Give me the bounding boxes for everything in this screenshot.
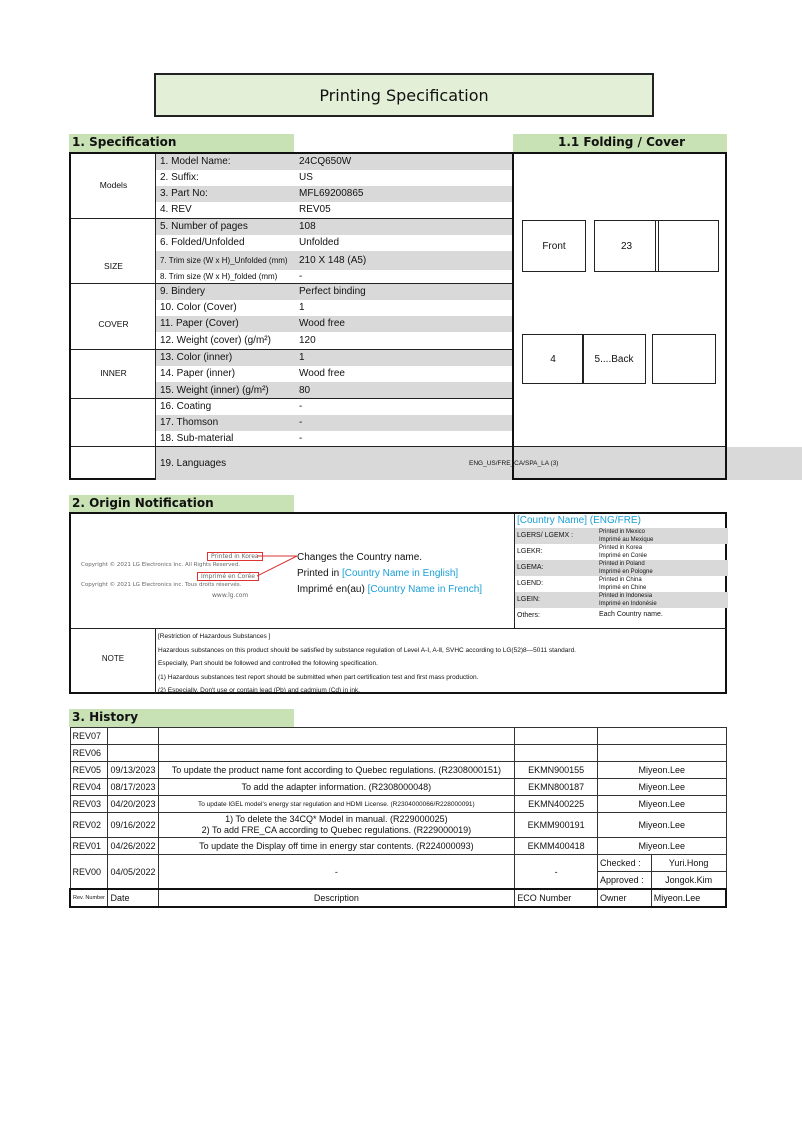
divider <box>71 349 514 350</box>
divider <box>71 218 514 219</box>
origin-notes: Changes the Country name. Printed in [Country Name in English] Imprimé en(au) [Country Name in French] <box>297 552 483 595</box>
back-left-box: 4 <box>522 334 584 384</box>
front-cover-box: Front <box>522 220 586 272</box>
spec-row: 3. Part No: MFL69200865 <box>156 186 514 202</box>
page-title: Printing Specification <box>154 73 654 117</box>
spec-row: 6. Folded/Unfolded Unfolded <box>160 237 340 248</box>
origin-table <box>69 512 727 694</box>
country-row: LGEND: Printed in China Imprimé en Chine <box>517 577 647 591</box>
spec-heading: 1. Specification <box>69 134 294 152</box>
note-label: NOTE <box>101 654 125 663</box>
spec-row: 4. REV REV05 <box>160 204 331 215</box>
blank-box <box>652 334 716 384</box>
spec-row: 18. Sub-material - <box>160 433 303 444</box>
spec-row: 7. Trim size (W x H)_Unfolded (mm) 210 X 148 (A5) <box>156 251 514 270</box>
spec-row: 15. Weight (inner) (g/m²) 80 <box>156 382 514 399</box>
spec-row: 16. Coating - <box>160 401 303 412</box>
table-row: Approved : Jongok.Kim <box>70 872 726 890</box>
back-right-box: 5....Back <box>582 334 646 384</box>
history-table <box>69 727 727 908</box>
table-row: REV06 <box>70 745 726 762</box>
note-text: [Restriction of Hazardous Substances ] Hazardous substances on this product should be satisfied by substance regulation of Level A-Ⅰ, A-Ⅱ, SVHC according to LG(52)8—5011 standard. Especially, Part should be followed and controlled the following specification. (1) Hazardous substances test report should be submitted when part certification test and first mass production. (2) Especially, Don't use or contain lead (Pb) and cadmium (Cd) in ink. <box>158 633 576 694</box>
divider <box>71 398 514 399</box>
history-heading: 3. History <box>69 709 294 727</box>
table-footer-row: Rev. Number Date Description ECO Number Owner Miyeon.Lee <box>70 889 726 907</box>
spec-row: 8. Trim size (W x H)_folded (mm) - <box>160 271 303 282</box>
group-size: SIZE <box>104 261 123 271</box>
divider <box>71 628 727 629</box>
table-row: REV02 09/16/2022 1) To delete the 34CQ* Model in manual. (R229000025) 2) To add FRE_CA according to Quebec regulations. (R229000019) EKMM900191 Miyeon.Lee <box>70 813 726 838</box>
group-cover: COVER <box>98 319 129 329</box>
spec-row: 2. Suffix: US <box>160 172 313 183</box>
spec-row: 13. Color (inner) 1 <box>156 350 514 366</box>
spec-row: 11. Paper (Cover) Wood free <box>156 316 514 332</box>
front-page-box: 23 <box>594 220 659 272</box>
spec-row: 10. Color (Cover) 1 <box>160 302 305 313</box>
origin-heading: 2. Origin Notification <box>69 495 294 513</box>
table-row: REV01 04/26/2022 To update the Display off time in energy star contents. (R224000093) EKMM400418 Miyeon.Lee <box>70 838 726 855</box>
blank-box <box>655 220 719 272</box>
country-row: LGERS/ LGEMX : Printed in Mexico Imprimé au Mexique <box>515 528 728 544</box>
folding-panel <box>512 152 727 480</box>
divider <box>155 154 156 480</box>
folding-heading: 1.1 Folding / Cover <box>513 134 727 152</box>
divider <box>155 628 156 694</box>
languages-row: 19. Languages ENG_US/FRE_CA/SPA_LA (3) <box>156 447 802 480</box>
group-models: Models <box>99 180 128 190</box>
spec-row: 12. Weight (cover) (g/m²) 120 <box>160 335 316 346</box>
table-row: REV05 09/13/2023 To update the product name font according to Quebec regulations. (R2308000151) EKMN900155 Miyeon.Lee <box>70 762 726 779</box>
country-row: Others: Each Country name. <box>517 611 663 619</box>
country-row: LGEMA: Printed in Poland Imprimé en Pologne <box>515 560 728 576</box>
spec-row: 1. Model Name: 24CQ650W <box>156 154 514 170</box>
origin-sample-image: Printed in Korea Copyright © 2021 LG Electronics Inc. All Rights Reserved. Imprimé en Corée Copyright © 2021 LG Electronics inc. Tous droits réservés. www.lg.com <box>77 548 287 600</box>
country-row: LGEKR: Printed in Korea Imprimé en Corée <box>517 545 648 559</box>
group-inner: INNER <box>100 368 127 378</box>
spec-row: 9. Bindery Perfect binding <box>156 284 514 300</box>
pointer-lines <box>257 552 299 584</box>
table-row: REV03 04/20/2023 To update IGEL model's energy star regulation and HDMI License. (R2304000066/R228000091) EKMN400225 Miyeon.Lee <box>70 796 726 813</box>
divider <box>71 283 514 284</box>
country-row: LGEIN: Printed in Indonesia Imprimé en Indonésie <box>515 592 728 608</box>
spec-row: 5. Number of pages 108 <box>156 219 514 235</box>
table-row: REV07 <box>70 728 726 745</box>
table-row: REV04 08/17/2023 To add the adapter information. (R2308000048) EKMN800187 Miyeon.Lee <box>70 779 726 796</box>
spec-row: 17. Thomson - <box>156 415 514 431</box>
spec-row: 14. Paper (inner) Wood free <box>160 368 345 379</box>
country-list: [Country Name] (ENG/FRE) LGERS/ LGEMX : Printed in Mexico Imprimé au Mexique LGEKR: Printed in Korea Imprimé en Corée LGEMA: Printed in Poland Imprimé en Pologne LGEND: Printed in China Imprimé en Chine LGEIN: Printed in Indonesia Imprimé en Indonésie Others: Each Country name. <box>514 514 728 628</box>
table-row: REV00 04/05/2022 - - Checked : Yuri.Hong <box>70 855 726 872</box>
